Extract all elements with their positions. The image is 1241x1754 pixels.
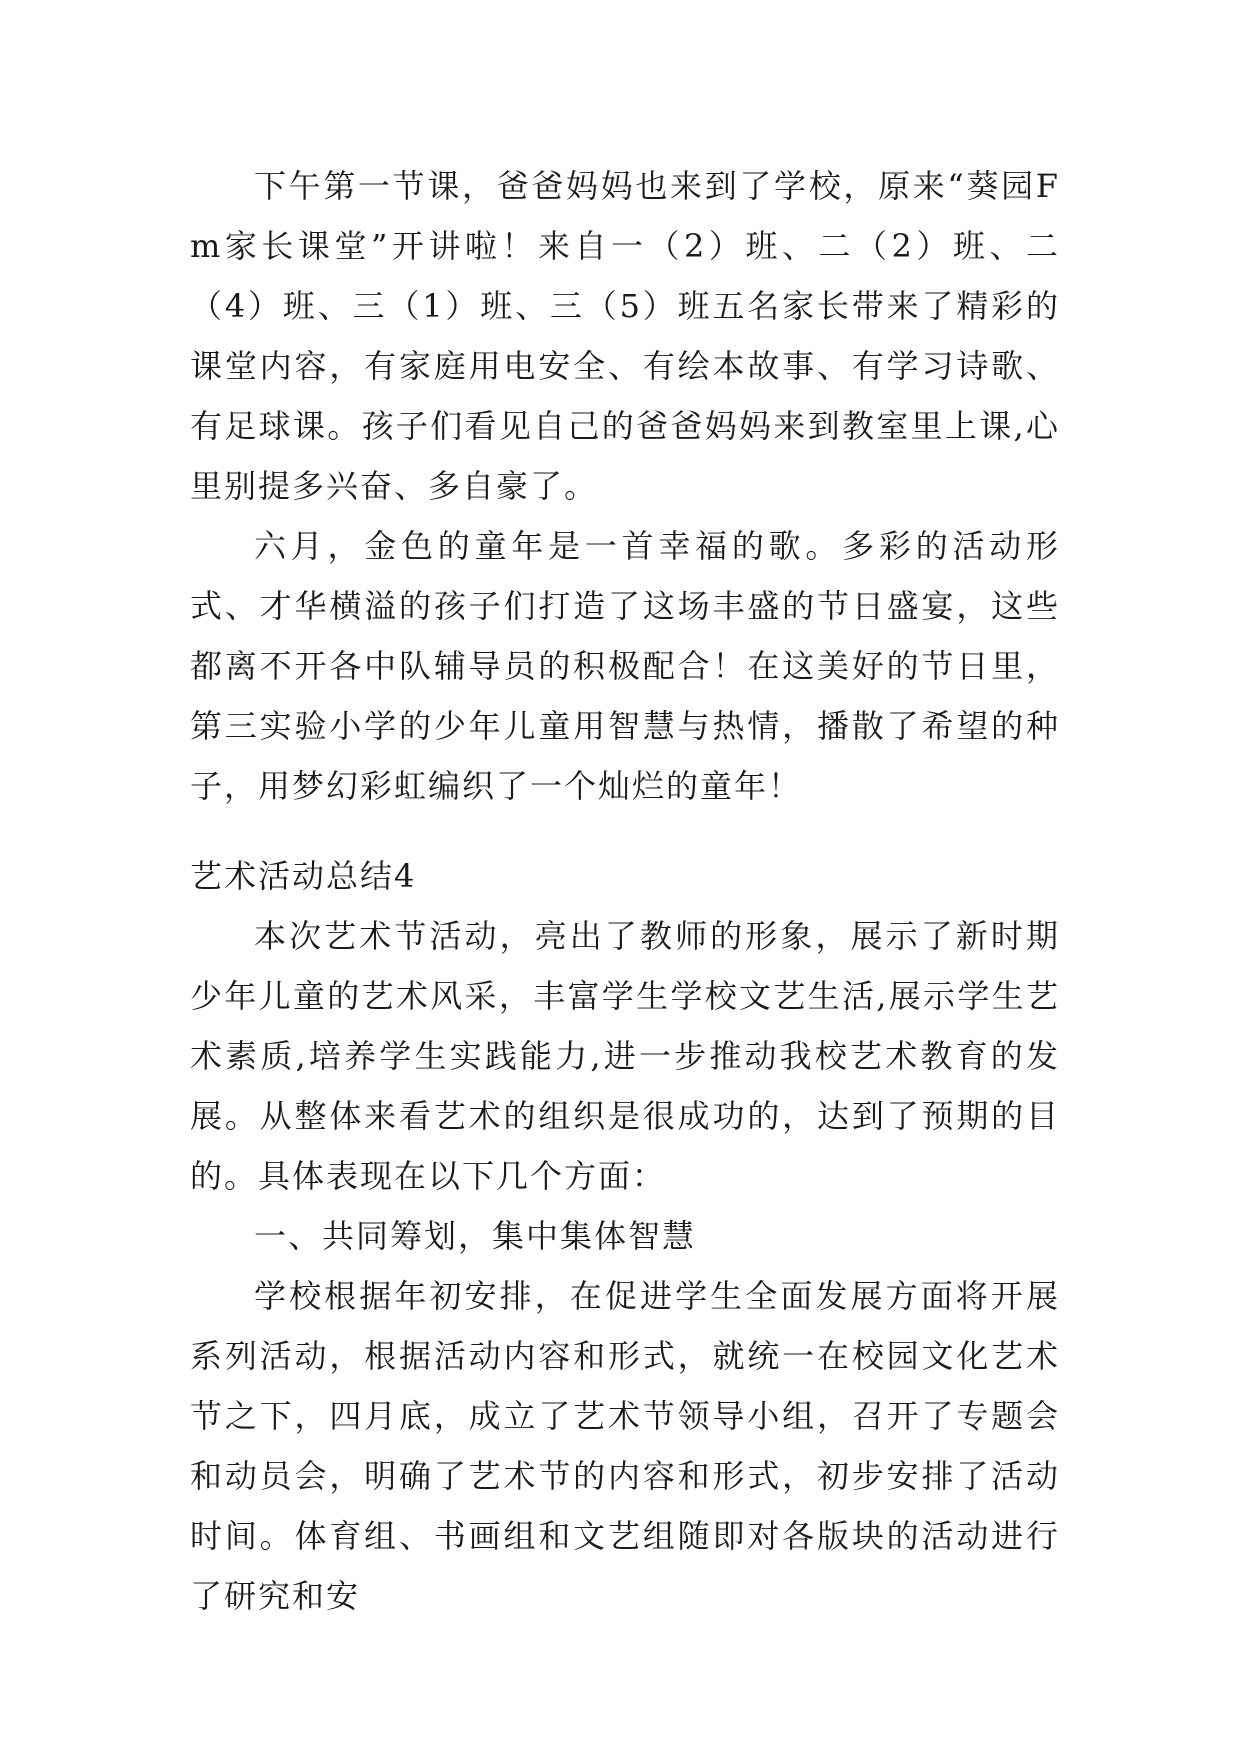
paragraph-school-arrangement: 学校根据年初安排，在促进学生全面发展方面将开展系列活动，根据活动内容和形式，就统一在校园文化艺术节之下，四月底，成立了艺术节领导小组，召开了专题会和动员会，明确了艺术节的内容和形式，初步安排了活动时间。体育组、书画组和文艺组随即对各版块的活动进行了研究和安: [190, 1277, 1060, 1615]
subheading-joint-planning: 一、共同筹划，集中集体智慧: [254, 1217, 697, 1255]
section-heading: 艺术活动总结4: [190, 857, 417, 895]
previous-section-body: [190, 156, 1060, 816]
paragraph-parent-classroom: 下午第一节课，爸爸妈妈也来到了学校，原来“葵园Fm家长课堂”开讲啦！来自一（2）班、二（2）班、二（4）班、三（1）班、三（5）班五名家长带来了精彩的课堂内容，有家庭用电安全、有绘本故事、有学习诗歌、有足球课。孩子们看见自己的爸爸妈妈来到教室里上课,心里别提多兴奋、多自豪了。: [190, 167, 1060, 505]
paragraph-june-childhood: 六月，金色的童年是一首幸福的歌。多彩的活动形式、才华横溢的孩子们打造了这场丰盛的节日盛宴，这些都离不开各中队辅导员的积极配合！在这美好的节日里，第三实验小学的少年儿童用智慧与热情，播散了希望的种子，用梦幻彩虹编织了一个灿烂的童年！: [190, 527, 1060, 805]
paragraph-art-festival-overview: 本次艺术节活动，亮出了教师的形象，展示了新时期少年儿童的艺术风采，丰富学生学校文艺生活,展示学生艺术素质,培养学生实践能力,进一步推动我校艺术教育的发展。从整体来看艺术的组织是很成功的，达到了预期的目的。具体表现在以下几个方面：: [190, 917, 1060, 1195]
art-summary-4-section: [190, 846, 1060, 1626]
